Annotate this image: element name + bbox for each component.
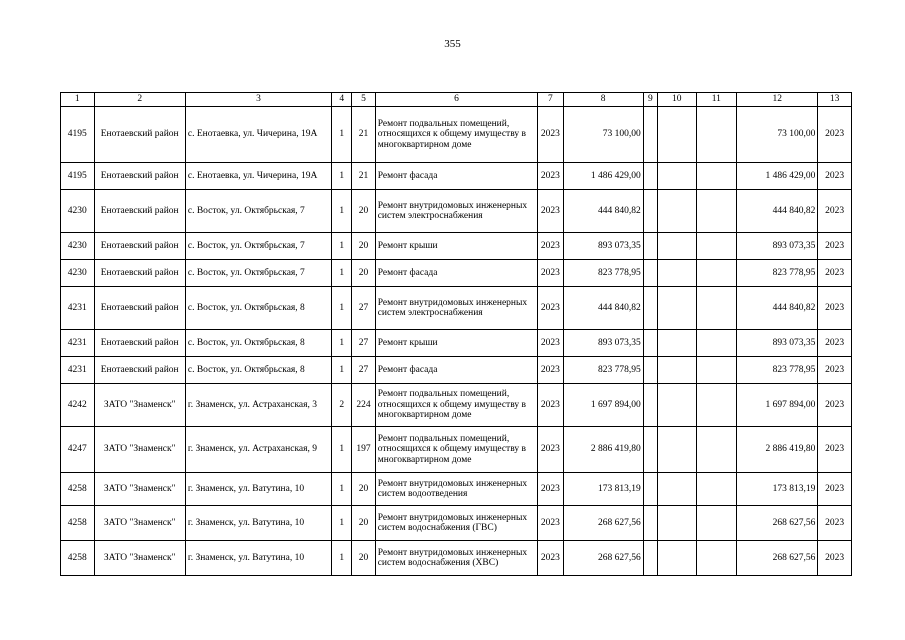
column-9-cell <box>643 541 657 576</box>
address-cell: с. Восток, ул. Октябрьская, 8 <box>185 287 331 330</box>
address-cell: с. Восток, ул. Октябрьская, 7 <box>185 233 331 260</box>
column-9-cell <box>643 190 657 233</box>
completion-year-cell: 2023 <box>818 107 852 163</box>
column-9-cell <box>643 427 657 473</box>
column-10-cell <box>657 190 696 233</box>
district-cell: Енотаевский район <box>94 260 185 287</box>
total-amount-cell: 893 073,35 <box>737 330 818 357</box>
table-row <box>61 163 852 190</box>
table-row <box>61 287 852 330</box>
column-9-cell <box>643 163 657 190</box>
repair-registry-table <box>60 92 852 576</box>
column-header: 5 <box>352 93 375 107</box>
header-row <box>61 93 852 107</box>
row-number-cell: 4258 <box>61 541 95 576</box>
column-11-cell <box>696 473 737 506</box>
year-cell: 2023 <box>538 260 563 287</box>
district-cell: Енотаевский район <box>94 107 185 163</box>
column-10-cell <box>657 287 696 330</box>
amount-cell: 173 813,19 <box>563 473 643 506</box>
column-11-cell <box>696 260 737 287</box>
column-10-cell <box>657 330 696 357</box>
total-amount-cell: 893 073,35 <box>737 233 818 260</box>
year-cell: 2023 <box>538 506 563 541</box>
table-row <box>61 473 852 506</box>
column-4-cell: 1 <box>332 287 352 330</box>
total-amount-cell: 823 778,95 <box>737 357 818 384</box>
table-row <box>61 427 852 473</box>
column-header: 4 <box>332 93 352 107</box>
row-number-cell: 4231 <box>61 357 95 384</box>
table-body <box>61 107 852 576</box>
completion-year-cell: 2023 <box>818 287 852 330</box>
year-cell: 2023 <box>538 541 563 576</box>
completion-year-cell: 2023 <box>818 506 852 541</box>
column-11-cell <box>696 541 737 576</box>
table-row <box>61 506 852 541</box>
row-number-cell: 4231 <box>61 330 95 357</box>
table-row <box>61 357 852 384</box>
column-9-cell <box>643 330 657 357</box>
column-4-cell: 1 <box>332 427 352 473</box>
column-5-cell: 20 <box>352 506 375 541</box>
column-5-cell: 21 <box>352 107 375 163</box>
column-9-cell <box>643 506 657 541</box>
year-cell: 2023 <box>538 357 563 384</box>
address-cell: г. Знаменск, ул. Астраханская, 3 <box>185 384 331 427</box>
completion-year-cell: 2023 <box>818 427 852 473</box>
column-header: 2 <box>94 93 185 107</box>
table-row <box>61 260 852 287</box>
row-number-cell: 4230 <box>61 260 95 287</box>
work-type-cell: Ремонт внутридомовых инженерных систем водоотведения <box>375 473 537 506</box>
completion-year-cell: 2023 <box>818 233 852 260</box>
total-amount-cell: 73 100,00 <box>737 107 818 163</box>
column-4-cell: 1 <box>332 233 352 260</box>
column-10-cell <box>657 506 696 541</box>
column-9-cell <box>643 287 657 330</box>
district-cell: ЗАТО "Знаменск" <box>94 473 185 506</box>
row-number-cell: 4231 <box>61 287 95 330</box>
district-cell: Енотаевский район <box>94 357 185 384</box>
work-type-cell: Ремонт фасада <box>375 357 537 384</box>
address-cell: с. Восток, ул. Октябрьская, 7 <box>185 190 331 233</box>
column-9-cell <box>643 473 657 506</box>
year-cell: 2023 <box>538 233 563 260</box>
work-type-cell: Ремонт подвальных помещений, относящихся к общему имуществу в многоквартирном доме <box>375 107 537 163</box>
column-11-cell <box>696 163 737 190</box>
table-row <box>61 107 852 163</box>
district-cell: Енотаевский район <box>94 287 185 330</box>
amount-cell: 1 486 429,00 <box>563 163 643 190</box>
address-cell: г. Знаменск, ул. Ватутина, 10 <box>185 541 331 576</box>
work-type-cell: Ремонт крыши <box>375 233 537 260</box>
year-cell: 2023 <box>538 473 563 506</box>
column-11-cell <box>696 357 737 384</box>
column-header: 7 <box>538 93 563 107</box>
address-cell: с. Енотаевка, ул. Чичерина, 19А <box>185 107 331 163</box>
work-type-cell: Ремонт внутридомовых инженерных систем электроснабжения <box>375 190 537 233</box>
address-cell: с. Восток, ул. Октябрьская, 7 <box>185 260 331 287</box>
address-cell: г. Знаменск, ул. Астраханская, 9 <box>185 427 331 473</box>
column-10-cell <box>657 384 696 427</box>
column-header: 3 <box>185 93 331 107</box>
column-4-cell: 1 <box>332 163 352 190</box>
amount-cell: 823 778,95 <box>563 260 643 287</box>
amount-cell: 893 073,35 <box>563 330 643 357</box>
year-cell: 2023 <box>538 384 563 427</box>
row-number-cell: 4230 <box>61 190 95 233</box>
completion-year-cell: 2023 <box>818 541 852 576</box>
amount-cell: 1 697 894,00 <box>563 384 643 427</box>
total-amount-cell: 444 840,82 <box>737 190 818 233</box>
column-11-cell <box>696 287 737 330</box>
column-10-cell <box>657 357 696 384</box>
row-number-cell: 4242 <box>61 384 95 427</box>
completion-year-cell: 2023 <box>818 384 852 427</box>
column-4-cell: 1 <box>332 541 352 576</box>
work-type-cell: Ремонт внутридомовых инженерных систем водоснабжения (ГВС) <box>375 506 537 541</box>
work-type-cell: Ремонт фасада <box>375 260 537 287</box>
work-type-cell: Ремонт подвальных помещений, относящихся к общему имуществу в многоквартирном доме <box>375 427 537 473</box>
column-5-cell: 20 <box>352 473 375 506</box>
row-number-cell: 4258 <box>61 506 95 541</box>
address-cell: г. Знаменск, ул. Ватутина, 10 <box>185 506 331 541</box>
column-5-cell: 27 <box>352 287 375 330</box>
table-row <box>61 330 852 357</box>
work-type-cell: Ремонт фасада <box>375 163 537 190</box>
column-5-cell: 224 <box>352 384 375 427</box>
district-cell: Енотаевский район <box>94 233 185 260</box>
year-cell: 2023 <box>538 427 563 473</box>
amount-cell: 823 778,95 <box>563 357 643 384</box>
column-10-cell <box>657 260 696 287</box>
work-type-cell: Ремонт внутридомовых инженерных систем электроснабжения <box>375 287 537 330</box>
column-header: 10 <box>657 93 696 107</box>
column-11-cell <box>696 427 737 473</box>
work-type-cell: Ремонт внутридомовых инженерных систем водоснабжения (ХВС) <box>375 541 537 576</box>
completion-year-cell: 2023 <box>818 473 852 506</box>
column-10-cell <box>657 427 696 473</box>
amount-cell: 2 886 419,80 <box>563 427 643 473</box>
work-type-cell: Ремонт крыши <box>375 330 537 357</box>
column-header: 13 <box>818 93 852 107</box>
address-cell: с. Енотаевка, ул. Чичерина, 19А <box>185 163 331 190</box>
amount-cell: 268 627,56 <box>563 541 643 576</box>
column-9-cell <box>643 260 657 287</box>
column-5-cell: 27 <box>352 330 375 357</box>
table-row <box>61 384 852 427</box>
year-cell: 2023 <box>538 107 563 163</box>
district-cell: ЗАТО "Знаменск" <box>94 506 185 541</box>
district-cell: Енотаевский район <box>94 163 185 190</box>
column-11-cell <box>696 190 737 233</box>
completion-year-cell: 2023 <box>818 260 852 287</box>
column-9-cell <box>643 357 657 384</box>
column-5-cell: 20 <box>352 260 375 287</box>
row-number-cell: 4230 <box>61 233 95 260</box>
year-cell: 2023 <box>538 330 563 357</box>
work-type-cell: Ремонт подвальных помещений, относящихся к общему имуществу в многоквартирном доме <box>375 384 537 427</box>
year-cell: 2023 <box>538 163 563 190</box>
year-cell: 2023 <box>538 287 563 330</box>
district-cell: Енотаевский район <box>94 330 185 357</box>
column-4-cell: 1 <box>332 260 352 287</box>
total-amount-cell: 173 813,19 <box>737 473 818 506</box>
column-4-cell: 2 <box>332 384 352 427</box>
district-cell: Енотаевский район <box>94 190 185 233</box>
column-5-cell: 27 <box>352 357 375 384</box>
total-amount-cell: 444 840,82 <box>737 287 818 330</box>
column-10-cell <box>657 107 696 163</box>
completion-year-cell: 2023 <box>818 330 852 357</box>
amount-cell: 444 840,82 <box>563 190 643 233</box>
column-4-cell: 1 <box>332 357 352 384</box>
column-4-cell: 1 <box>332 107 352 163</box>
column-11-cell <box>696 107 737 163</box>
address-cell: г. Знаменск, ул. Ватутина, 10 <box>185 473 331 506</box>
column-5-cell: 20 <box>352 233 375 260</box>
column-11-cell <box>696 506 737 541</box>
column-5-cell: 21 <box>352 163 375 190</box>
page-number: 355 <box>444 38 461 50</box>
total-amount-cell: 1 697 894,00 <box>737 384 818 427</box>
column-5-cell: 197 <box>352 427 375 473</box>
row-number-cell: 4195 <box>61 107 95 163</box>
column-9-cell <box>643 233 657 260</box>
column-header: 8 <box>563 93 643 107</box>
column-11-cell <box>696 330 737 357</box>
completion-year-cell: 2023 <box>818 357 852 384</box>
total-amount-cell: 823 778,95 <box>737 260 818 287</box>
column-10-cell <box>657 473 696 506</box>
column-11-cell <box>696 233 737 260</box>
amount-cell: 893 073,35 <box>563 233 643 260</box>
column-5-cell: 20 <box>352 190 375 233</box>
year-cell: 2023 <box>538 190 563 233</box>
completion-year-cell: 2023 <box>818 190 852 233</box>
address-cell: с. Восток, ул. Октябрьская, 8 <box>185 330 331 357</box>
completion-year-cell: 2023 <box>818 163 852 190</box>
amount-cell: 444 840,82 <box>563 287 643 330</box>
total-amount-cell: 2 886 419,80 <box>737 427 818 473</box>
column-header: 6 <box>375 93 537 107</box>
district-cell: ЗАТО "Знаменск" <box>94 541 185 576</box>
column-4-cell: 1 <box>332 473 352 506</box>
column-10-cell <box>657 163 696 190</box>
column-10-cell <box>657 233 696 260</box>
amount-cell: 268 627,56 <box>563 506 643 541</box>
district-cell: ЗАТО "Знаменск" <box>94 384 185 427</box>
column-header: 9 <box>643 93 657 107</box>
column-10-cell <box>657 541 696 576</box>
column-9-cell <box>643 384 657 427</box>
column-5-cell: 20 <box>352 541 375 576</box>
row-number-cell: 4258 <box>61 473 95 506</box>
table-row <box>61 541 852 576</box>
column-4-cell: 1 <box>332 190 352 233</box>
district-cell: ЗАТО "Знаменск" <box>94 427 185 473</box>
address-cell: с. Восток, ул. Октябрьская, 8 <box>185 357 331 384</box>
column-header: 1 <box>61 93 95 107</box>
table-row <box>61 233 852 260</box>
column-4-cell: 1 <box>332 506 352 541</box>
column-header: 12 <box>737 93 818 107</box>
column-11-cell <box>696 384 737 427</box>
row-number-cell: 4247 <box>61 427 95 473</box>
total-amount-cell: 268 627,56 <box>737 541 818 576</box>
amount-cell: 73 100,00 <box>563 107 643 163</box>
table-row <box>61 190 852 233</box>
column-9-cell <box>643 107 657 163</box>
total-amount-cell: 1 486 429,00 <box>737 163 818 190</box>
column-header: 11 <box>696 93 737 107</box>
column-4-cell: 1 <box>332 330 352 357</box>
row-number-cell: 4195 <box>61 163 95 190</box>
total-amount-cell: 268 627,56 <box>737 506 818 541</box>
